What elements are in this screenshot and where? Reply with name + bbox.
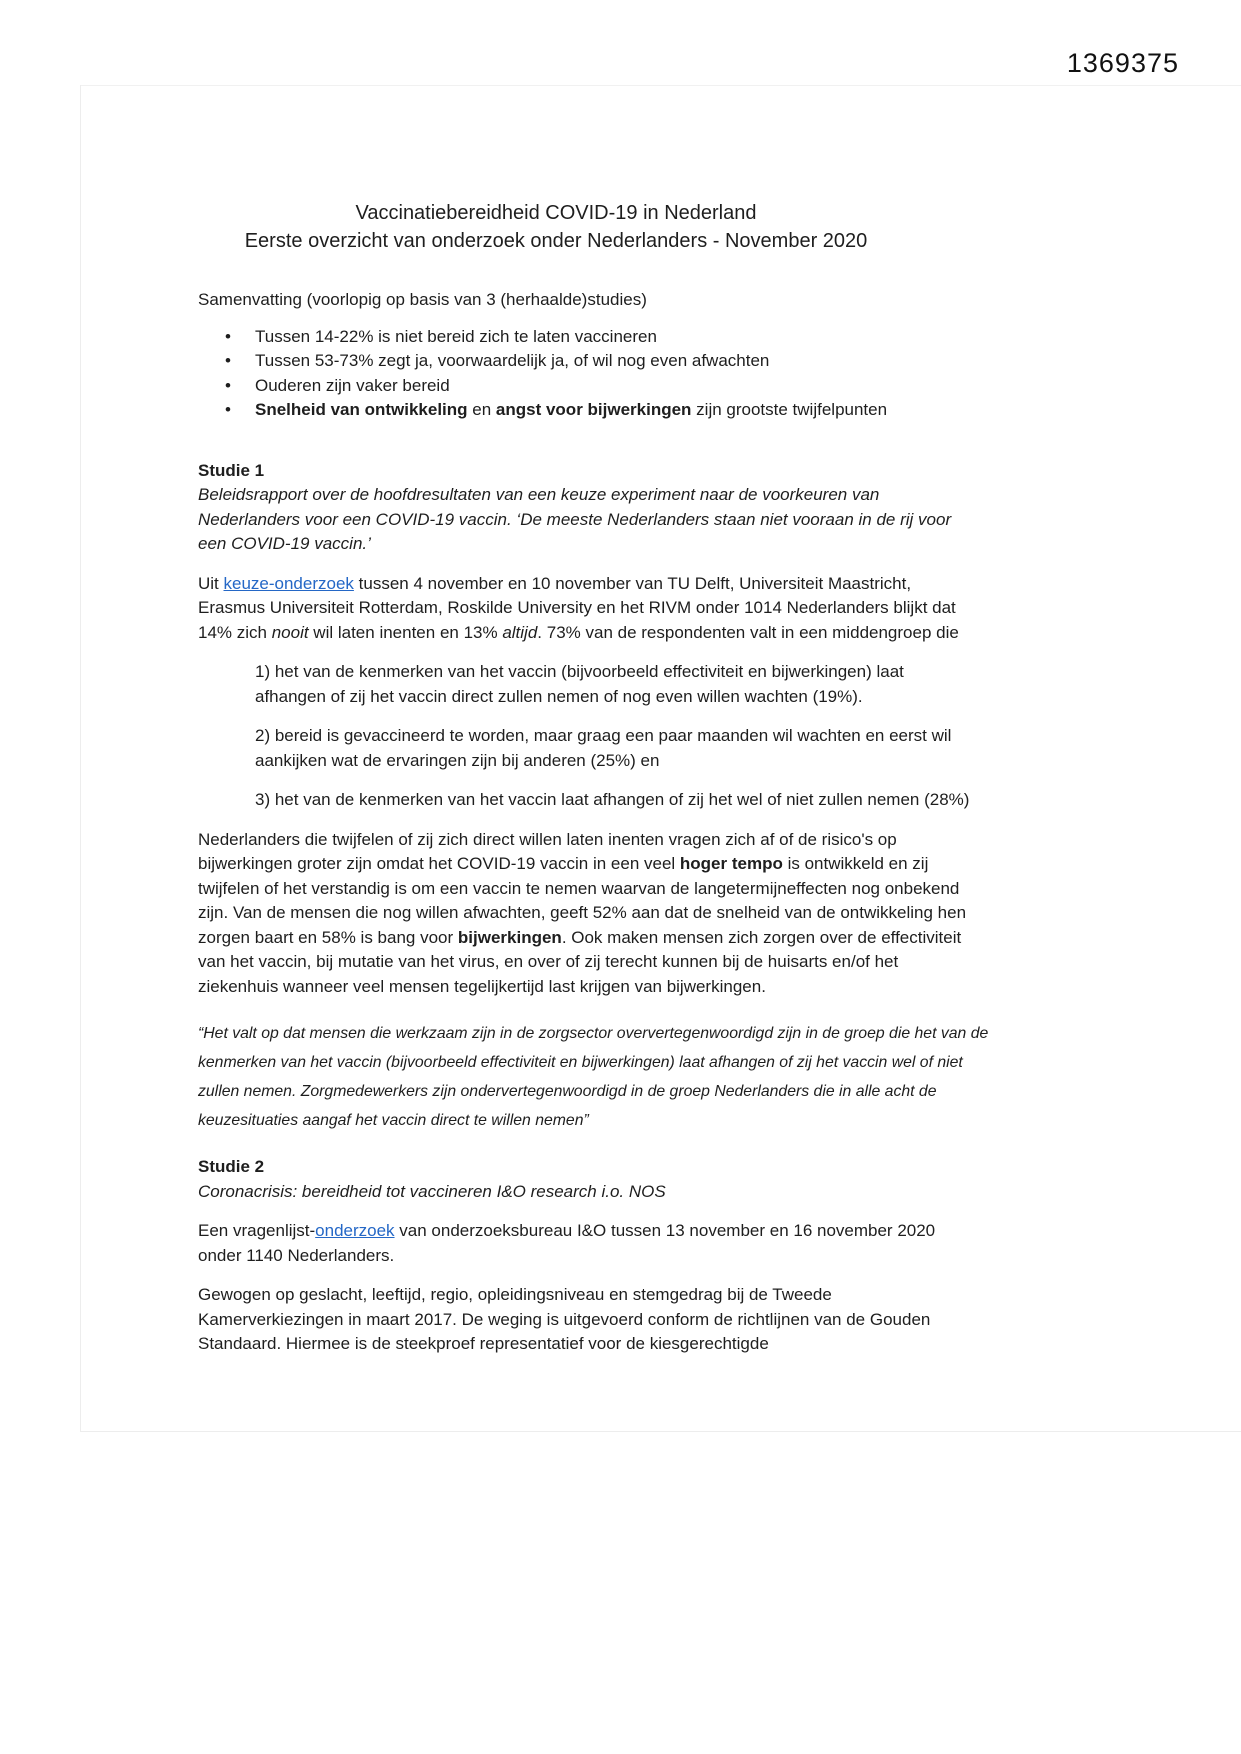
text-segment: zijn grootste twijfelpunten <box>691 400 888 419</box>
title-line-2: Eerste overzicht van onderzoek onder Nederlanders - November 2020 <box>244 230 868 252</box>
bullet-text <box>255 374 978 399</box>
text-segment: Nederlanders die twijfelen of zij zich direct willen laten inenten vragen zich af of de risico's op bijwerkingen groter zijn omdat het COVID-19 vaccin in een veel <box>198 829 897 873</box>
text-segment: Coronacrisis: bereidheid tot vaccineren I&O research i.o. NOS <box>198 1181 666 1201</box>
text-segment: Een vragenlijst- <box>198 1221 316 1240</box>
bullet-item <box>198 349 978 374</box>
text-segment: “Het valt op dat mensen die werkzaam zijn in de zorgsector oververtegenwoordigd zijn in de groep die het van de kenmerken van het vaccin (bijvoorbeeld effectiviteit en bijwerkingen) laat afhangen of zij het vaccin wel of niet zullen nemen. Zorgmedewerkers zijn ondervertegenwoordigd in de groep Nederlanders die in alle acht de keuzesituaties aangaf het vaccin direct te willen nemen” <box>198 1025 989 1129</box>
text-segment: . Ook maken mensen zich zorgen over de effectiviteit van het vaccin, bij mutatie van het virus, en over of zij terecht kunnen bij de huisarts en/of het ziekenhuis wanneer veel mensen tegelijkertijd last krijgen van bijwerkingen. <box>198 927 962 996</box>
summary-heading: Samenvatting (voorlopig op basis van 3 (herhaalde)studies) <box>198 290 647 309</box>
bullet-marker: • <box>225 326 231 346</box>
bullet-text <box>255 325 978 350</box>
text-segment: tussen 4 november en 10 november van TU Delft, Universiteit Maastricht, Erasmus Universiteit Rotterdam, Roskilde University en het RIVM onder 1014 Nederlanders blijkt dat 14% zich <box>198 573 956 642</box>
bates-stamp-number: 1369375 <box>1066 48 1179 78</box>
bullet-item <box>198 374 978 399</box>
study2-subtitle <box>198 1180 958 1205</box>
text-segment: is ontwikkeld en zij twijfelen of het verstandig is om een vaccin te nemen waarvan de langetermijneffecten nog onbekend zijn. Van de mensen die nog willen afwachten, geeft 52% aan dat de snelheid van de ontwikkeling hen zorgen baart en 58% is bang voor <box>198 854 967 947</box>
study2-paragraph-2 <box>198 1283 978 1357</box>
scan-edge-bottom <box>80 1431 1241 1432</box>
study1-paragraph-1 <box>198 572 978 646</box>
text-segment: Beleidsrapport over de hoofdresultaten van een keuze experiment naar de voorkeuren van Nederlanders voor een COVID-19 vaccin. ‘De meeste Nederlanders staan niet vooraan in de rij voor een COVID-19 vaccin.’ <box>198 485 952 553</box>
document-page <box>198 0 989 1357</box>
text-link[interactable]: keuze-onderzoek <box>223 573 354 593</box>
study1-heading: Studie 1 <box>198 460 265 480</box>
text-segment: Ouderen zijn vaker bereid <box>255 375 450 395</box>
study2-heading: Studie 2 <box>198 1157 265 1176</box>
bullet-text <box>255 398 978 423</box>
text-segment: bijwerkingen <box>457 927 562 947</box>
bullet-text <box>255 349 978 374</box>
document-title <box>198 0 914 255</box>
bullet-item <box>198 398 978 423</box>
study2-paragraph-1 <box>198 1219 978 1268</box>
bullet-marker: • <box>225 351 231 370</box>
bullet-marker: • <box>225 400 231 419</box>
study1-numbered-item-3: 3) het van de kenmerken van het vaccin laat afhangen of zij het wel of niet zullen nemen (28%) <box>255 790 970 809</box>
text-segment: Tussen 14-22% is niet bereid zich te laten vaccineren <box>255 326 657 346</box>
study1-quote <box>198 1019 1008 1135</box>
text-segment: angst voor bijwerkingen <box>495 400 692 419</box>
text-segment: wil laten inenten en 13% <box>308 622 503 642</box>
text-segment: hoger tempo <box>679 854 783 873</box>
text-segment: Gewogen op geslacht, leeftijd, regio, opleidingsniveau en stemgedrag bij de Tweede Kamerverkiezingen in maart 2017. De weging is uitgevoerd conform de richtlijnen van de Gouden Standaard. Hiermee is de steekproef representatief voor de kiesgerechtigde <box>198 1285 931 1353</box>
bullet-marker: • <box>225 375 231 395</box>
summary-bullet-list <box>198 325 978 423</box>
study1-subtitle <box>198 483 958 557</box>
text-segment: Tussen 53-73% zegt ja, voorwaardelijk ja, of wil nog even afwachten <box>255 351 770 370</box>
text-link[interactable]: onderzoek <box>315 1221 395 1240</box>
study1-numbered-item-2: 2) bereid is gevaccineerd te worden, maar graag een paar maanden wil wachten en eerst wil aankijken wat de ervaringen zijn bij anderen (25%) en <box>255 726 952 770</box>
text-segment: nooit <box>271 622 309 642</box>
text-segment: altijd <box>502 622 538 642</box>
text-segment: Uit <box>198 573 224 593</box>
study1-numbered-item-1: 1) het van de kenmerken van het vaccin (bijvoorbeeld effectiviteit en bijwerkingen) laat afhangen of zij het vaccin direct zullen nemen of nog even willen wachten (19%). <box>255 662 904 706</box>
text-segment: van onderzoeksbureau I&O tussen 13 november en 16 november 2020 onder 1140 Nederlanders. <box>198 1221 936 1265</box>
title-line-1: Vaccinatiebereidheid COVID-19 in Nederland <box>355 202 757 224</box>
study1-paragraph-2 <box>198 828 978 1000</box>
text-segment: Snelheid van ontwikkeling <box>255 400 468 419</box>
bullet-item <box>198 325 978 350</box>
text-segment: . 73% van de respondenten valt in een middengroep die <box>537 622 959 642</box>
text-segment: en <box>467 400 496 419</box>
scan-edge-left <box>80 85 81 1431</box>
